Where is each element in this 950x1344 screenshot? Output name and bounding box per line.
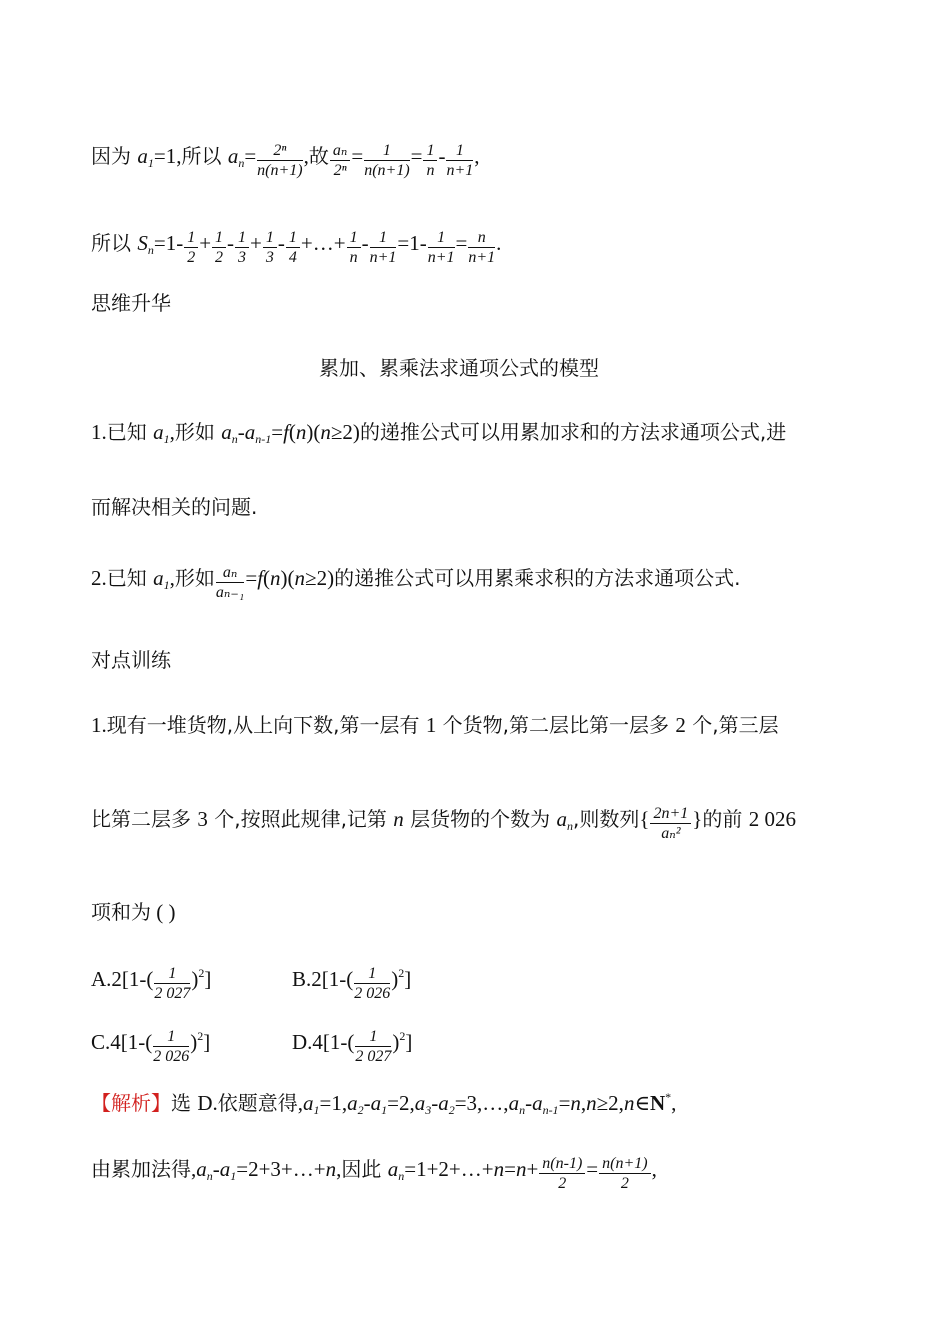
- math-text: +…+: [300, 230, 346, 255]
- math-text: ,: [474, 143, 480, 168]
- math-variable: a: [556, 806, 568, 831]
- fraction-denominator: n+1: [369, 249, 397, 266]
- chinese-text: 已知: [106, 565, 154, 590]
- fraction: [154, 966, 190, 1002]
- math-text: =3,…,: [454, 1091, 509, 1115]
- chinese-text: 思维升华: [91, 291, 171, 315]
- math-text: (: [288, 420, 296, 444]
- math-variable: a: [153, 420, 164, 444]
- fraction: [153, 1029, 189, 1065]
- math-text: }: [692, 806, 703, 831]
- math-text: =: [244, 143, 257, 168]
- math-variable: a: [221, 420, 232, 444]
- fraction: [370, 230, 397, 266]
- math-text: D.: [197, 1091, 218, 1115]
- math-variable: S: [137, 230, 148, 255]
- math-text: )(: [280, 565, 295, 590]
- fraction-numerator: 2n+1: [650, 806, 691, 824]
- math-variable: n: [515, 1156, 527, 1181]
- fraction: [446, 143, 473, 179]
- subscript: n: [519, 1103, 526, 1117]
- chinese-text: 而解决相关的问题.: [91, 495, 258, 519]
- math-variable: a: [219, 1156, 231, 1181]
- math-text: {: [639, 806, 650, 831]
- math-text: ≥2): [330, 420, 360, 444]
- math-text: ≥2,: [596, 1091, 624, 1115]
- math-text: ,: [580, 1091, 587, 1115]
- text-line: [91, 803, 796, 842]
- fraction: [423, 143, 437, 179]
- fraction-denominator: 2: [620, 1175, 629, 1192]
- fraction-denominator: 3: [265, 249, 274, 266]
- subscript: 1: [313, 1103, 320, 1117]
- math-text: ): [391, 966, 399, 991]
- math-variable: f: [283, 420, 289, 444]
- math-variable: a: [137, 143, 148, 168]
- subscript: 1: [163, 577, 170, 592]
- chinese-text: 项和为: [91, 900, 151, 924]
- math-text: =1,: [153, 143, 182, 168]
- fraction-numerator: 1: [235, 230, 249, 248]
- chinese-text: 故: [308, 143, 329, 168]
- superscript: *: [665, 1090, 672, 1104]
- math-text: =1,: [319, 1091, 348, 1115]
- math-text: ≥2): [305, 565, 335, 590]
- subscript: n-1: [542, 1103, 559, 1117]
- chinese-text: 的递推公式可以用累加求和的方法求通项公式,进: [359, 420, 787, 444]
- math-variable: a: [387, 1156, 399, 1181]
- fraction: [347, 230, 361, 266]
- text-line: [292, 1026, 413, 1065]
- fraction-denominator: 2: [187, 249, 196, 266]
- math-text: =1-: [153, 230, 184, 255]
- math-text: B.2[1-(: [292, 966, 354, 991]
- chinese-text: 个货物,第二层比第一层多: [436, 713, 676, 737]
- text-line: [91, 497, 257, 518]
- fraction-denominator: n+1: [468, 249, 496, 266]
- math-variable: f: [257, 565, 264, 590]
- text-line: [91, 650, 171, 671]
- math-text: 1: [425, 713, 437, 737]
- fraction: [257, 143, 302, 179]
- math-text: =: [271, 420, 284, 444]
- superscript: 2: [198, 965, 205, 980]
- text-line: [292, 963, 412, 1002]
- math-text: ]: [404, 966, 412, 991]
- math-text: -: [363, 1091, 371, 1115]
- chinese-text: 现有一堆货物,从上向下数,第一层有: [106, 713, 426, 737]
- math-text: C.4[1-(: [91, 1029, 153, 1054]
- fraction: [428, 230, 455, 266]
- chinese-text: 累加、累乘法求通项公式的模型: [319, 356, 599, 380]
- fraction-numerator: 1: [423, 143, 437, 161]
- subscript: n: [238, 155, 245, 170]
- fraction: [354, 966, 390, 1002]
- fraction-denominator: n+1: [446, 162, 474, 179]
- fraction-numerator: 1: [428, 230, 455, 248]
- math-text: ,: [297, 1091, 304, 1115]
- text-line: [319, 358, 599, 379]
- subscript: 1: [147, 155, 154, 170]
- text-line: [91, 902, 176, 923]
- text-line: [91, 227, 502, 266]
- math-text: (: [263, 565, 271, 590]
- math-variable: n: [320, 420, 331, 444]
- math-variable: n: [393, 806, 404, 831]
- fraction-denominator: 4: [288, 249, 297, 266]
- text-line: [91, 1026, 211, 1065]
- subscript: 1: [381, 1103, 388, 1117]
- fraction-numerator: 1: [364, 143, 409, 161]
- fraction-numerator: 1: [446, 143, 473, 161]
- text-line: [91, 963, 212, 1002]
- superscript: 2: [398, 965, 405, 980]
- math-text: 1.: [91, 713, 107, 737]
- math-text: 1.: [91, 420, 107, 444]
- math-text: .: [496, 230, 502, 255]
- math-variable: a: [532, 1091, 543, 1115]
- fraction-numerator: 1: [354, 966, 390, 984]
- math-text: 2 026: [748, 806, 796, 831]
- subscript: n-1: [255, 432, 272, 446]
- math-text: =: [410, 143, 423, 168]
- text-line: [91, 1091, 676, 1116]
- fraction-numerator: 1: [370, 230, 397, 248]
- fraction-numerator: 1: [286, 230, 300, 248]
- text-line: [91, 422, 786, 445]
- fraction: [539, 1156, 585, 1192]
- chinese-text: ,则数列: [573, 806, 640, 831]
- fraction-denominator: 2ⁿ: [333, 162, 347, 179]
- math-text: =: [455, 230, 468, 255]
- math-text: D.4[1-(: [292, 1029, 355, 1054]
- subscript: 2: [357, 1103, 364, 1117]
- math-text: -: [237, 420, 245, 444]
- fraction-denominator: n: [426, 162, 435, 179]
- math-text: ): [190, 1029, 198, 1054]
- math-set: N: [649, 1091, 666, 1115]
- math-variable: a: [414, 1091, 426, 1115]
- math-text: -: [361, 230, 369, 255]
- fraction: [286, 230, 300, 266]
- chinese-text: 因此: [341, 1156, 388, 1181]
- subscript: n: [147, 242, 154, 257]
- fraction-denominator: 2: [215, 249, 224, 266]
- fraction-numerator: 2ⁿ: [257, 143, 302, 161]
- fraction-numerator: 1: [355, 1029, 391, 1047]
- math-text: 3: [197, 806, 208, 831]
- text-line: [91, 1153, 657, 1192]
- math-text: =1-: [397, 230, 427, 255]
- math-text: -: [277, 230, 285, 255]
- chinese-text: 个,第三层: [685, 713, 779, 737]
- text-line: [91, 293, 171, 314]
- chinese-text: 比第二层多: [91, 806, 198, 831]
- fraction-denominator: 3: [238, 249, 247, 266]
- math-text: ]: [204, 966, 212, 991]
- math-variable: n: [325, 1156, 337, 1181]
- math-text: ,: [336, 1156, 342, 1181]
- chinese-text: 所以: [181, 143, 228, 168]
- math-text: A.2[1-(: [91, 966, 154, 991]
- subscript: 1: [163, 432, 170, 446]
- math-variable: a: [347, 1091, 358, 1115]
- math-text: =2+3+…+: [236, 1156, 326, 1181]
- math-variable: a: [370, 1091, 382, 1115]
- math-text: =2,: [387, 1091, 415, 1115]
- math-text: ]: [203, 1029, 211, 1054]
- math-variable: n: [586, 1091, 597, 1115]
- fraction-numerator: n(n-1): [539, 1156, 585, 1174]
- fraction-denominator: 2: [558, 1175, 567, 1192]
- chinese-text: 形如: [174, 565, 215, 590]
- math-variable: a: [196, 1156, 207, 1181]
- subscript: n: [206, 1168, 213, 1183]
- text-line: [91, 140, 480, 179]
- math-variable: a: [153, 565, 164, 590]
- math-text: =1+2+…+: [404, 1156, 494, 1181]
- fraction: [263, 230, 277, 266]
- fraction-numerator: 1: [184, 230, 198, 248]
- fraction-denominator: 2 026: [354, 985, 391, 1002]
- fraction-numerator: 1: [153, 1029, 189, 1047]
- math-variable: n: [623, 1091, 635, 1115]
- math-text: -: [212, 1156, 220, 1181]
- superscript: 2: [399, 1028, 406, 1043]
- fraction-numerator: aₙ: [330, 143, 350, 161]
- chinese-text: 层货物的个数为: [403, 806, 557, 831]
- math-variable: n: [270, 565, 281, 590]
- fraction-denominator: aₙ²: [661, 825, 681, 842]
- fraction: [599, 1156, 650, 1192]
- chinese-text: 因为: [91, 143, 138, 168]
- chinese-text: 由累加法得: [91, 1156, 191, 1181]
- math-text: -: [431, 1091, 439, 1115]
- subscript: n: [567, 818, 574, 833]
- math-text: -: [227, 230, 235, 255]
- subscript: 1: [230, 1168, 237, 1183]
- fraction-denominator: 2 027: [154, 985, 191, 1002]
- fraction-denominator: aₙ₋₁: [215, 584, 245, 601]
- chinese-text: 形如: [174, 420, 222, 444]
- chinese-text: 依题意得: [217, 1091, 298, 1115]
- math-text: ,: [169, 565, 175, 590]
- math-text: +: [199, 230, 212, 255]
- math-text: ]: [405, 1029, 413, 1054]
- fraction: [355, 1029, 391, 1065]
- math-text: =: [558, 1091, 571, 1115]
- fraction-numerator: aₙ: [216, 565, 245, 583]
- math-variable: n: [493, 1156, 505, 1181]
- math-text: 2.: [91, 565, 107, 590]
- math-variable: a: [244, 420, 256, 444]
- chinese-text: 的前: [702, 806, 749, 831]
- fraction-numerator: 1: [154, 966, 190, 984]
- superscript: 2: [197, 1028, 204, 1043]
- math-variable: a: [438, 1091, 449, 1115]
- fraction-denominator: n: [349, 249, 358, 266]
- math-text: ( ): [151, 900, 176, 924]
- math-text: ,: [169, 420, 175, 444]
- fraction: [468, 230, 495, 266]
- math-text: ,: [191, 1156, 197, 1181]
- fraction-denominator: n(n+1): [257, 162, 303, 179]
- fraction: [364, 143, 409, 179]
- subscript: n: [231, 432, 238, 446]
- fraction-numerator: 1: [212, 230, 226, 248]
- fraction-denominator: 2 026: [153, 1048, 190, 1065]
- math-variable: a: [303, 1091, 314, 1115]
- fraction-numerator: n: [468, 230, 495, 248]
- chinese-text: 的递推公式可以用累乘求积的方法求通项公式.: [334, 565, 741, 590]
- math-text: =: [351, 143, 364, 168]
- subscript: n: [398, 1168, 405, 1183]
- fraction: [235, 230, 249, 266]
- math-text: ,: [303, 143, 309, 168]
- fraction-numerator: 1: [347, 230, 361, 248]
- chinese-text: 对点训练: [91, 648, 171, 672]
- math-text: ): [191, 966, 199, 991]
- fraction: [216, 565, 245, 601]
- math-text: =: [245, 565, 258, 590]
- fraction-numerator: n(n+1): [599, 1156, 650, 1174]
- math-variable: n: [570, 1091, 581, 1115]
- text-line: [91, 715, 779, 736]
- chinese-text: 个,按照此规律,记第: [207, 806, 394, 831]
- fraction-numerator: 1: [263, 230, 277, 248]
- chinese-text: 所以: [91, 230, 138, 255]
- math-variable: n: [295, 420, 307, 444]
- subscript: 3: [425, 1103, 432, 1117]
- math-variable: a: [508, 1091, 520, 1115]
- fraction: [330, 143, 350, 179]
- fraction-denominator: 2 027: [355, 1048, 392, 1065]
- math-text: -: [438, 143, 446, 168]
- math-text: +: [526, 1156, 539, 1181]
- math-variable: n: [294, 565, 306, 590]
- math-text: ∈: [634, 1091, 650, 1115]
- analysis-label: 【解析】: [91, 1091, 171, 1115]
- math-variable: a: [227, 143, 239, 168]
- math-text: +: [250, 230, 262, 255]
- math-text: =: [586, 1156, 599, 1181]
- fraction: [184, 230, 198, 266]
- subscript: 2: [448, 1103, 455, 1117]
- fraction-denominator: n(n+1): [364, 162, 410, 179]
- fraction-denominator: n+1: [427, 249, 455, 266]
- math-text: ,: [651, 1156, 657, 1181]
- fraction: [650, 806, 691, 842]
- chinese-text: 已知: [106, 420, 154, 444]
- text-line: [91, 562, 741, 601]
- math-text: )(: [306, 420, 321, 444]
- chinese-text: 选: [171, 1091, 198, 1115]
- fraction: [212, 230, 226, 266]
- math-text: 2: [675, 713, 686, 737]
- math-text: ): [392, 1029, 400, 1054]
- math-text: -: [525, 1091, 533, 1115]
- math-text: ,: [671, 1091, 677, 1115]
- math-text: =: [504, 1156, 516, 1181]
